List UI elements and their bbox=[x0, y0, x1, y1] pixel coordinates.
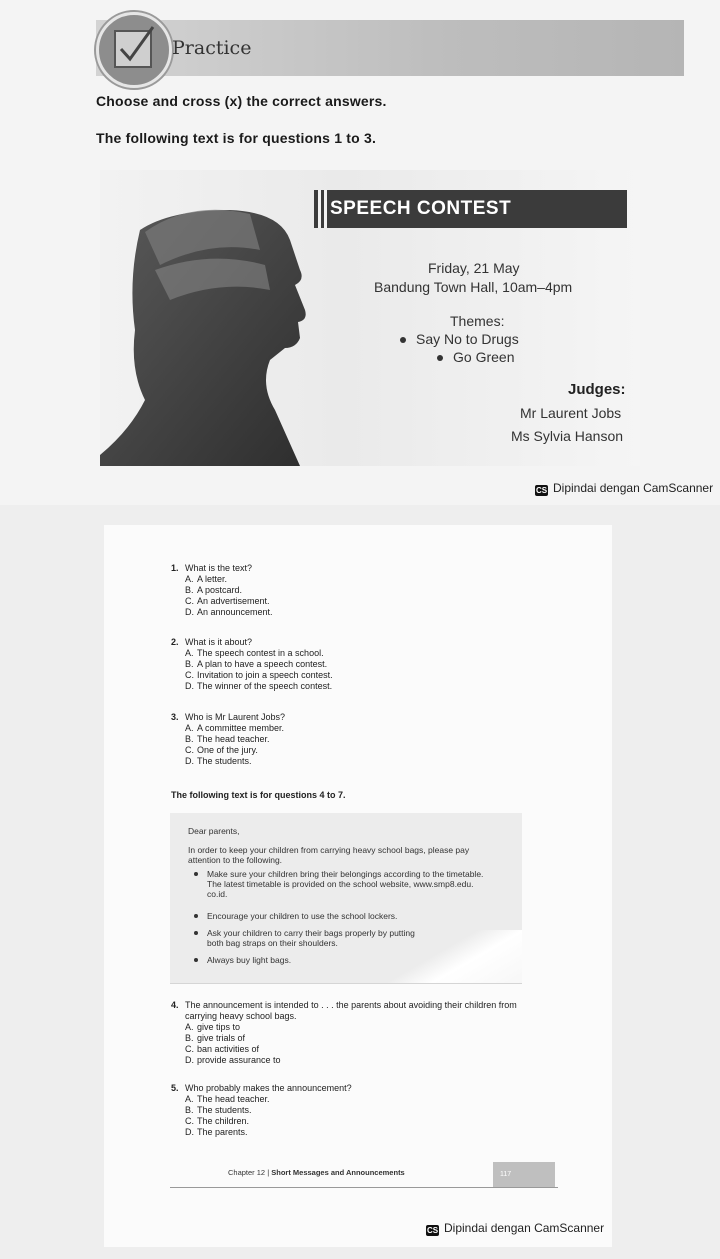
question-stem: What is the text? bbox=[185, 563, 253, 573]
option-text: An announcement. bbox=[197, 607, 273, 617]
question-stem: Who probably makes the announcement? bbox=[185, 1083, 352, 1093]
footer-rule bbox=[170, 1187, 558, 1188]
option-text: The winner of the speech contest. bbox=[197, 681, 333, 691]
answer-option[interactable] bbox=[171, 734, 285, 745]
answer-option[interactable] bbox=[171, 670, 333, 681]
option-letter: A. bbox=[185, 1094, 194, 1104]
question-item bbox=[171, 1083, 352, 1138]
option-letter: C. bbox=[185, 670, 194, 680]
title-bar-stripe bbox=[318, 190, 321, 228]
answer-option[interactable] bbox=[171, 607, 273, 618]
option-text: A committee member. bbox=[197, 723, 285, 733]
bullet-icon bbox=[194, 958, 198, 962]
question-stem-continuation: carrying heavy school bags. bbox=[185, 1011, 297, 1021]
theme-text: Go Green bbox=[453, 349, 515, 365]
judges-label: Judges: bbox=[568, 381, 626, 398]
text-reference-heading: The following text is for questions 1 to 3. bbox=[96, 130, 377, 146]
camscanner-logo-icon: CS bbox=[426, 1226, 439, 1235]
option-text: give tips to bbox=[197, 1022, 241, 1032]
option-text: The students. bbox=[197, 1105, 252, 1115]
option-letter: A. bbox=[185, 648, 194, 658]
option-letter: B. bbox=[185, 585, 194, 595]
answer-option[interactable] bbox=[171, 1094, 352, 1105]
watermark-text: Dipindai dengan CamScanner bbox=[553, 481, 714, 495]
option-letter: C. bbox=[185, 596, 194, 606]
option-text: give trials of bbox=[197, 1033, 246, 1043]
letter-greeting: Dear parents, bbox=[188, 826, 240, 836]
bullet-icon bbox=[194, 872, 198, 876]
option-letter: B. bbox=[185, 734, 194, 744]
camscanner-watermark bbox=[535, 481, 713, 496]
option-text: The speech contest in a school. bbox=[197, 648, 324, 658]
letter-bullet-line: Make sure your children bring their belongings according to the timetable. bbox=[207, 869, 484, 879]
option-text: A plan to have a speech contest. bbox=[197, 659, 328, 669]
option-letter: C. bbox=[185, 1116, 194, 1126]
question-stem: The announcement is intended to . . . the parents about avoiding their children from bbox=[185, 1000, 517, 1010]
judge-name: Mr Laurent Jobs bbox=[520, 405, 622, 421]
question-number: 2. bbox=[171, 637, 179, 647]
themes-label: Themes: bbox=[450, 313, 505, 329]
letter-bullet-line: co.id. bbox=[207, 889, 228, 899]
option-letter: A. bbox=[185, 1022, 194, 1032]
speech-contest-poster bbox=[100, 170, 640, 466]
question-stem: What is it about? bbox=[185, 637, 253, 647]
theme-item bbox=[437, 349, 514, 365]
option-text: The parents. bbox=[197, 1127, 248, 1137]
camscanner-watermark bbox=[426, 1221, 604, 1236]
option-text: The children. bbox=[197, 1116, 250, 1126]
answer-option[interactable] bbox=[171, 723, 285, 734]
question-item bbox=[171, 712, 285, 767]
question-number: 5. bbox=[171, 1083, 179, 1093]
question-item bbox=[171, 1000, 517, 1066]
option-text: The head teacher. bbox=[197, 1094, 270, 1104]
option-letter: B. bbox=[185, 1033, 194, 1043]
title-bar-stripe bbox=[324, 190, 327, 228]
option-text: One of the jury. bbox=[197, 745, 258, 755]
bullet-icon bbox=[194, 914, 198, 918]
option-letter: B. bbox=[185, 659, 194, 669]
answer-option[interactable] bbox=[171, 681, 333, 692]
option-text: The head teacher. bbox=[197, 734, 270, 744]
bullet-icon bbox=[437, 355, 443, 361]
chapter-title: Short Messages and Announcements bbox=[271, 1168, 405, 1177]
answer-option[interactable] bbox=[171, 1116, 352, 1127]
option-text: Invitation to join a speech contest. bbox=[197, 670, 333, 680]
question-item bbox=[171, 563, 273, 618]
head-silhouette-image bbox=[100, 170, 340, 466]
answer-option[interactable] bbox=[171, 756, 285, 767]
bullet-icon bbox=[400, 337, 406, 343]
option-text: A postcard. bbox=[197, 585, 243, 595]
event-venue: Bandung Town Hall, 10am–4pm bbox=[374, 279, 573, 295]
option-letter: A. bbox=[185, 723, 194, 733]
option-letter: D. bbox=[185, 756, 194, 766]
option-letter: D. bbox=[185, 607, 194, 617]
answer-option[interactable] bbox=[171, 585, 273, 596]
answer-option[interactable] bbox=[171, 1044, 517, 1055]
option-letter: D. bbox=[185, 681, 194, 691]
option-text: ban activities of bbox=[197, 1044, 260, 1054]
answer-option[interactable] bbox=[171, 659, 333, 670]
option-letter: C. bbox=[185, 745, 194, 755]
checkbox-pencil-icon bbox=[96, 12, 172, 88]
answer-option[interactable] bbox=[171, 596, 273, 607]
theme-text: Say No to Drugs bbox=[416, 331, 519, 347]
bullet-icon bbox=[194, 931, 198, 935]
poster-title: SPEECH CONTEST bbox=[330, 198, 512, 219]
letter-intro-line: In order to keep your children from carrying heavy school bags, please pay bbox=[188, 845, 470, 855]
answer-option[interactable] bbox=[171, 1105, 352, 1116]
section-title: Practice bbox=[172, 37, 252, 59]
chapter-label: Chapter 12 | bbox=[228, 1168, 270, 1177]
answer-option[interactable] bbox=[171, 745, 285, 756]
question-number: 3. bbox=[171, 712, 179, 722]
option-letter: B. bbox=[185, 1105, 194, 1115]
letter-bullet-line: Encourage your children to use the school lockers. bbox=[207, 911, 398, 921]
letter-bullet-line: both bag straps on their shoulders. bbox=[207, 938, 338, 948]
letter-bullet-line: The latest timetable is provided on the school website, www.smp8.edu. bbox=[207, 879, 474, 889]
camscanner-logo-icon: CS bbox=[535, 486, 548, 495]
watermark-text: Dipindai dengan CamScanner bbox=[444, 1221, 605, 1235]
option-text: The students. bbox=[197, 756, 252, 766]
answer-option[interactable] bbox=[171, 1055, 517, 1066]
page-footer bbox=[228, 1168, 405, 1177]
answer-option[interactable] bbox=[171, 1022, 517, 1033]
instruction-text: Choose and cross (x) the correct answers. bbox=[96, 93, 387, 109]
option-text: A letter. bbox=[197, 574, 228, 584]
option-text: An advertisement. bbox=[197, 596, 270, 606]
answer-option[interactable] bbox=[171, 574, 273, 585]
question-item bbox=[171, 637, 333, 692]
option-letter: C. bbox=[185, 1044, 194, 1054]
letter-bullet-line: Ask your children to carry their bags properly by putting bbox=[207, 928, 415, 938]
letter-bullet-line: Always buy light bags. bbox=[207, 955, 292, 965]
question-stem: Who is Mr Laurent Jobs? bbox=[185, 712, 286, 722]
answer-option[interactable] bbox=[171, 1127, 352, 1138]
option-letter: D. bbox=[185, 1055, 194, 1065]
option-text: provide assurance to bbox=[197, 1055, 281, 1065]
question-number: 4. bbox=[171, 1000, 179, 1010]
answer-option[interactable] bbox=[171, 648, 333, 659]
judge-name: Ms Sylvia Hanson bbox=[511, 428, 624, 444]
text-reference-heading: The following text is for questions 4 to 7. bbox=[171, 790, 346, 800]
question-number: 1. bbox=[171, 563, 179, 573]
option-letter: A. bbox=[185, 574, 194, 584]
theme-item bbox=[400, 331, 519, 347]
page-number: 117 bbox=[500, 1171, 512, 1178]
answer-option[interactable] bbox=[171, 1033, 517, 1044]
option-letter: D. bbox=[185, 1127, 194, 1137]
letter-intro-line: attention to the following. bbox=[188, 855, 283, 865]
event-date: Friday, 21 May bbox=[428, 260, 520, 276]
